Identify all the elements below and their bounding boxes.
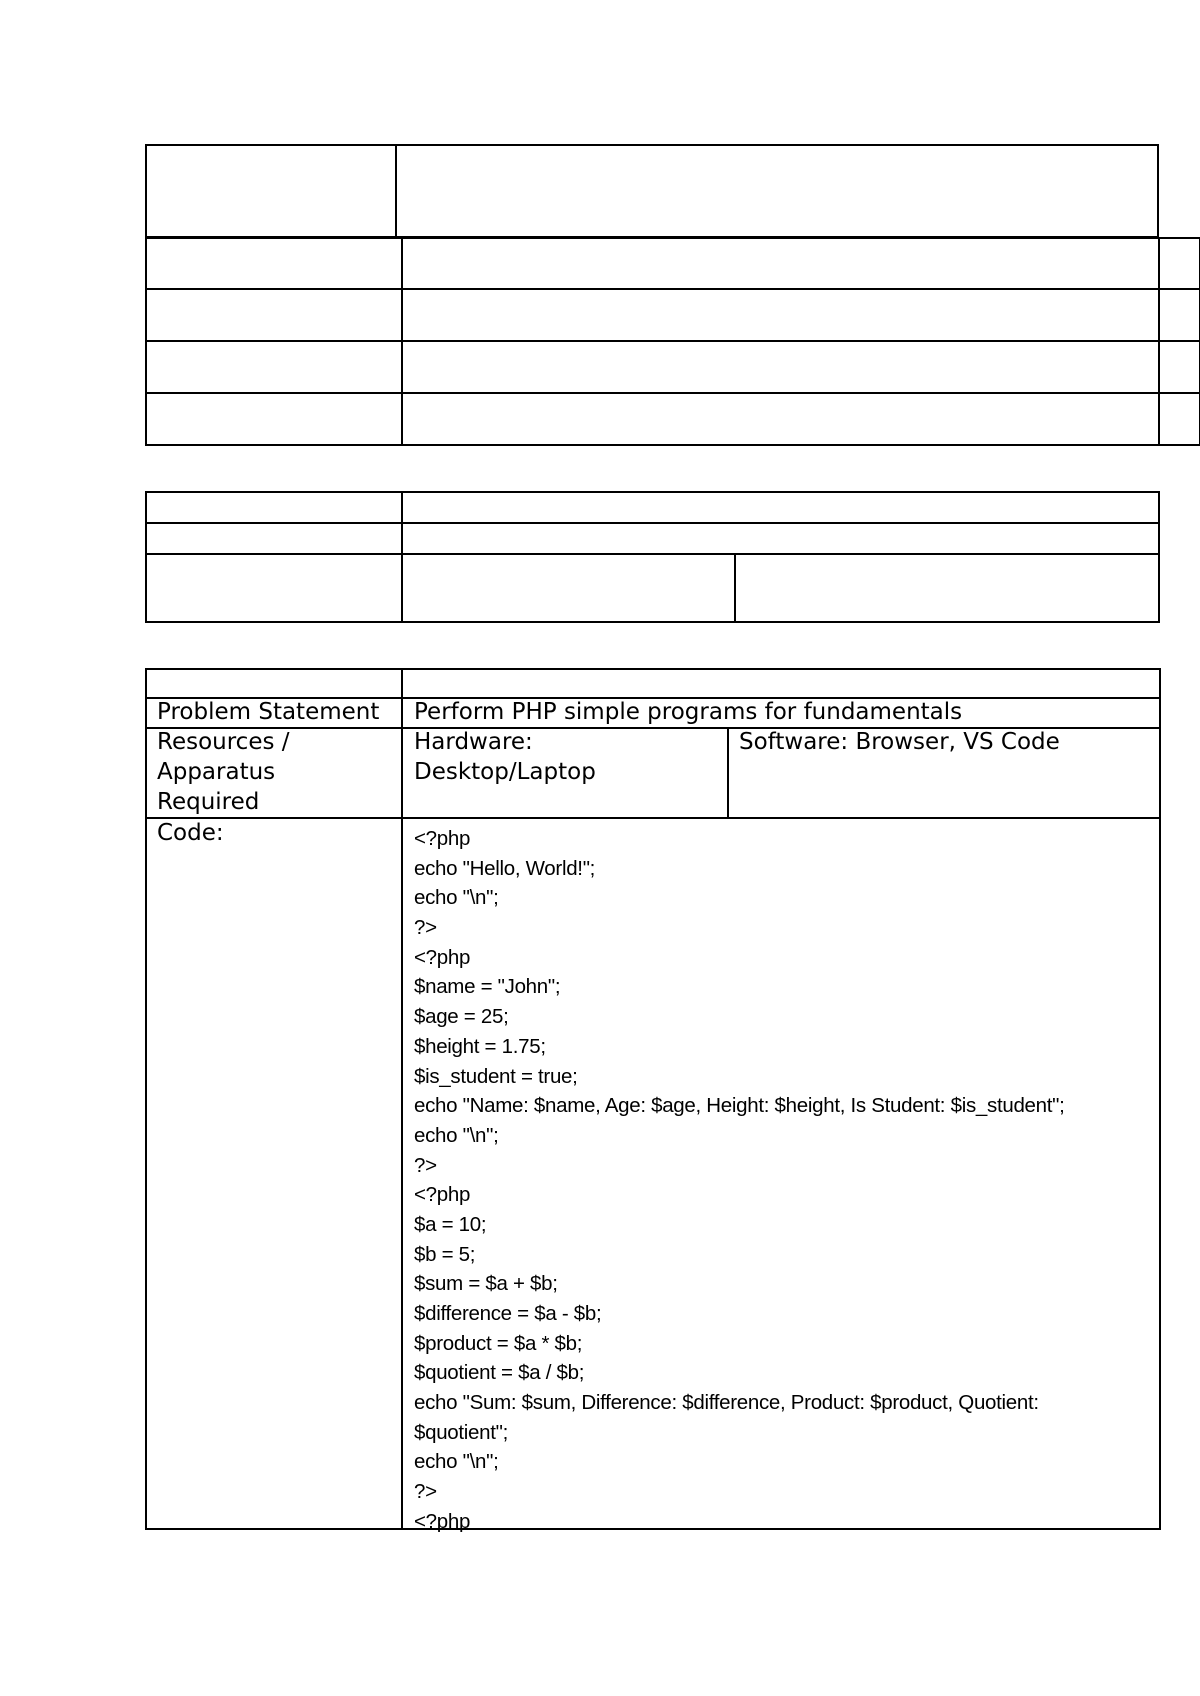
border xyxy=(145,491,1160,493)
code-line: echo "\n"; xyxy=(414,1450,499,1474)
code-line: <?php xyxy=(414,827,471,850)
code-line: <?php xyxy=(414,945,471,969)
border xyxy=(1157,237,1200,239)
border xyxy=(145,522,1160,524)
border xyxy=(401,491,403,623)
code-line: $name = "John"; xyxy=(414,975,561,999)
code-line: echo "\n"; xyxy=(414,886,499,910)
code-line: $quotient = $a / $b; xyxy=(414,1361,585,1385)
border xyxy=(145,491,147,623)
code-block xyxy=(414,824,1065,1537)
code-line: $quotient"; xyxy=(414,1420,509,1444)
code-line: $a = 10; xyxy=(414,1212,487,1236)
hardware-line-1: Hardware: xyxy=(414,729,533,755)
border xyxy=(145,288,1200,290)
resources-label-line-2: Apparatus xyxy=(157,759,276,785)
code-line: ?> xyxy=(414,1480,437,1504)
code-line: $difference = $a - $b; xyxy=(414,1302,602,1325)
code-line: ?> xyxy=(414,916,437,940)
problem-statement-value: Perform PHP simple programs for fundamentals xyxy=(414,699,963,725)
code-line: echo "\n"; xyxy=(414,1123,499,1147)
border xyxy=(145,668,1161,670)
border xyxy=(1159,668,1161,1530)
border xyxy=(145,668,147,1530)
resources-label-line-1: Resources / xyxy=(157,729,290,755)
code-line: $sum = $a + $b; xyxy=(414,1272,558,1296)
border xyxy=(145,392,1200,394)
border xyxy=(145,553,1160,555)
code-line: <?php xyxy=(414,1183,471,1207)
software-value: Software: Browser, VS Code xyxy=(739,729,1060,755)
border xyxy=(145,444,1200,446)
resources-label-line-3: Required xyxy=(157,789,260,815)
border xyxy=(145,817,1161,819)
border xyxy=(734,553,736,623)
border xyxy=(145,621,1160,623)
border xyxy=(727,727,729,819)
border xyxy=(395,144,397,237)
problem-statement-label: Problem Statement xyxy=(157,699,380,725)
code-line: $height = 1.75; xyxy=(414,1034,546,1058)
border xyxy=(145,236,1158,239)
code-line: echo "Name: $name, Age: $age, Height: $height, Is Student: $is_student"; xyxy=(414,1094,1065,1118)
border xyxy=(145,144,1158,146)
border xyxy=(1157,144,1159,237)
code-line: $b = 5; xyxy=(414,1242,476,1266)
code-line: echo "Hello, World!"; xyxy=(414,856,596,880)
code-line: <?php xyxy=(414,1509,471,1533)
border xyxy=(1158,491,1160,623)
code-line: $product = $a * $b; xyxy=(414,1331,583,1355)
code-line: ?> xyxy=(414,1153,437,1177)
code-label: Code: xyxy=(157,820,224,846)
border xyxy=(145,144,147,446)
hardware-line-2: Desktop/Laptop xyxy=(414,759,596,785)
code-line: $is_student = true; xyxy=(414,1064,578,1088)
code-line: echo "Sum: $sum, Difference: $difference, Product: $product, Quotient: xyxy=(414,1391,1039,1415)
border xyxy=(145,340,1200,342)
code-line: $age = 25; xyxy=(414,1005,509,1029)
border xyxy=(401,668,403,1530)
